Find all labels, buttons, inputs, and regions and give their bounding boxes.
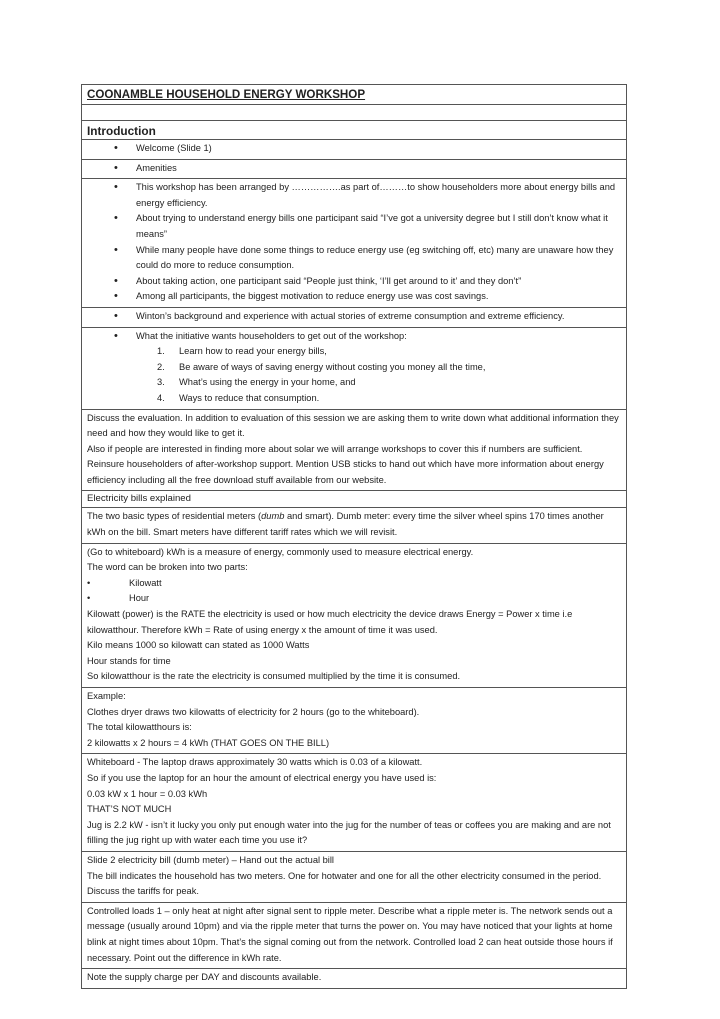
meters-text-1: The two basic types of residential meters (: [87, 511, 262, 522]
paragraph: Clothes dryer draws two kilowatts of electricity for 2 hours (go to the whiteboard).: [87, 706, 420, 717]
supply-cell: [82, 969, 627, 989]
intro-cell-2: [82, 159, 627, 179]
spacer-row: [82, 105, 627, 121]
paragraph: The total kilowatthours is:: [87, 722, 192, 733]
bullet-list: [87, 141, 621, 157]
intro-cell-1: [82, 140, 627, 160]
document-title: COONAMBLE HOUSEHOLD ENERGY WORKSHOP: [82, 85, 627, 105]
example-cell: [82, 688, 627, 754]
paragraph: Note the supply charge per DAY and discounts available.: [87, 972, 322, 983]
intro-group-2: [82, 159, 627, 179]
item-number: 2.: [157, 361, 165, 372]
item-text: Ways to reduce that consumption.: [179, 392, 320, 403]
workshop-table: [81, 84, 627, 989]
introduction-heading: Introduction: [82, 121, 627, 140]
example-row: [82, 688, 627, 754]
paragraph: The bill indicates the household has two meters. One for hotwater and one for all the other electricity consumed in the period. Discuss the tariffs for peak.: [87, 870, 602, 897]
paragraph: 2 kilowatts x 2 hours = 4 kWh (THAT GOES ON THE BILL): [87, 737, 330, 748]
list-item: • Among all participants, the biggest motivation to reduce energy use was cost savings.: [136, 289, 621, 305]
meters-cell: [82, 508, 627, 543]
paragraph: So kilowatthour is the rate the electricity is consumed multiplied by the time it is consumed.: [87, 671, 461, 682]
bullet-list: [87, 180, 621, 305]
item-text: Learn how to read your energy bills,: [179, 346, 327, 357]
part-item: [87, 591, 621, 607]
bills-heading-row: [82, 491, 627, 508]
part-text: Kilowatt: [129, 577, 162, 588]
paragraph: Example:: [87, 691, 126, 701]
item-number: 1.: [157, 346, 165, 357]
bullet-list: [87, 161, 621, 177]
slide2-row: [82, 851, 627, 902]
meters-text-2: and smart). Dumb meter: every time the silver wheel spins 170 times another kWh on the bill. Smart meters have different tariff rates which we will revisit.: [87, 511, 604, 538]
kwh-row: [82, 543, 627, 687]
list-item: • About taking action, one participant said “People just think, ‘I’ll get around to it’ and they don’t”: [136, 274, 621, 290]
bills-heading: Electricity bills explained: [82, 491, 627, 508]
list-item: • About trying to understand energy bills one participant said “I’ve got a university degree but I still don’t know what it means”: [136, 211, 621, 242]
supply-row: [82, 969, 627, 989]
item-text: What’s using the energy in your home, and: [179, 377, 356, 388]
item-number: 4.: [157, 392, 165, 403]
paragraph: Controlled loads 1 – only heat at night after signal sent to ripple meter. Describe what a ripple meter is. The network sends out a message (usually around 10pm) and via the ripple meter that turns the power on. You may have noticed that your lights at home blink at night times about 10pm. That’s the signal coming out from the network. Controlled load 2 can heat outside those hours if necessary. Point out the difference in kWh rate.: [87, 905, 613, 963]
paragraph: Hour stands for time: [87, 655, 171, 666]
intro-cell-3: [82, 179, 627, 308]
paragraph: Whiteboard - The laptop draws approximately 30 watts which is 0.03 of a kilowatt.: [87, 757, 423, 768]
intro-group-5: [82, 327, 627, 409]
intro-group-3: [82, 179, 627, 308]
paragraph: Also if people are interested in finding more about solar we will arrange workshops to cover this if numbers are sufficient. Reinsure householders of after-workshop support. Mention USB sticks to hand out which have more information about energy efficiency including all the free download stuff available from our website.: [87, 443, 604, 485]
intro-cell-5: [82, 327, 627, 409]
paragraph: Kilo means 1000 so kilowatt can stated as 1000 Watts: [87, 640, 310, 651]
title-row: [82, 85, 627, 105]
paragraph: Jug is 2.2 kW - isn’t it lucky you only put enough water into the jug for the number of teas or coffees you are making and are not filling the jug right up with water each time you use it?: [87, 819, 611, 846]
empty-cell: [82, 105, 627, 121]
numbered-item: [157, 375, 621, 391]
paragraph: (Go to whiteboard) kWh is a measure of energy, commonly used to measure electrical energy.: [87, 546, 474, 557]
list-item: • Welcome (Slide 1): [136, 141, 621, 157]
list-item: • Winton’s background and experience with actual stories of extreme consumption and extreme efficiency.: [136, 309, 621, 325]
list-item: • While many people have done some things to reduce energy use (eg switching off, etc) many are unaware how they could do more to reduce consumption.: [136, 243, 621, 274]
paragraph: Slide 2 electricity bill (dumb meter) – Hand out the actual bill: [87, 854, 334, 865]
intro-cell-4: [82, 307, 627, 327]
bullet-list: [87, 309, 621, 325]
item-text: Be aware of ways of saving energy without costing you money all the time,: [179, 361, 486, 372]
item-number: 3.: [157, 377, 165, 388]
evaluation-cell: [82, 409, 627, 491]
paragraph: THAT’S NOT MUCH: [87, 804, 172, 815]
meters-italic: dumb: [261, 511, 285, 522]
numbered-item: [157, 344, 621, 360]
list-item: • What the initiative wants householders to get out of the workshop:: [136, 329, 621, 345]
part-text: Hour: [129, 593, 150, 604]
paragraph: Kilowatt (power) is the RATE the electricity is used or how much electricity the device draws Energy = Power x time i.e kilowatthour. Therefore kWh = Rate of using energy x the amount of time it was used.: [87, 609, 573, 635]
controlled-cell: [82, 902, 627, 968]
bullet-glyph: •: [87, 593, 91, 604]
bullet-list: [87, 329, 621, 345]
laptop-cell: [82, 754, 627, 852]
bullet-glyph: •: [87, 577, 91, 588]
list-item: • Amenities: [136, 161, 621, 177]
list-item: • This workshop has been arranged by …………….as part of………to show householders more about energy bills and energy efficiency.: [136, 180, 621, 211]
slide2-cell: [82, 851, 627, 902]
paragraph: So if you use the laptop for an hour the amount of electrical energy you have used is:: [87, 772, 437, 783]
numbered-list: [87, 344, 621, 406]
controlled-row: [82, 902, 627, 968]
intro-group-4: [82, 307, 627, 327]
intro-heading-row: [82, 121, 627, 140]
laptop-row: [82, 754, 627, 852]
evaluation-row: [82, 409, 627, 491]
paragraph: The word can be broken into two parts:: [87, 562, 248, 573]
numbered-item: [157, 391, 621, 407]
part-item: [87, 576, 621, 592]
workshop-document: [81, 84, 627, 989]
numbered-item: [157, 360, 621, 376]
paragraph: Discuss the evaluation. In addition to evaluation of this session we are asking them to write down what additional information they need and how they would like to get it.: [87, 412, 619, 439]
meters-row: [82, 508, 627, 543]
kwh-cell: [82, 543, 627, 687]
paragraph: 0.03 kW x 1 hour = 0.03 kWh: [87, 788, 208, 799]
intro-group-1: [82, 140, 627, 160]
